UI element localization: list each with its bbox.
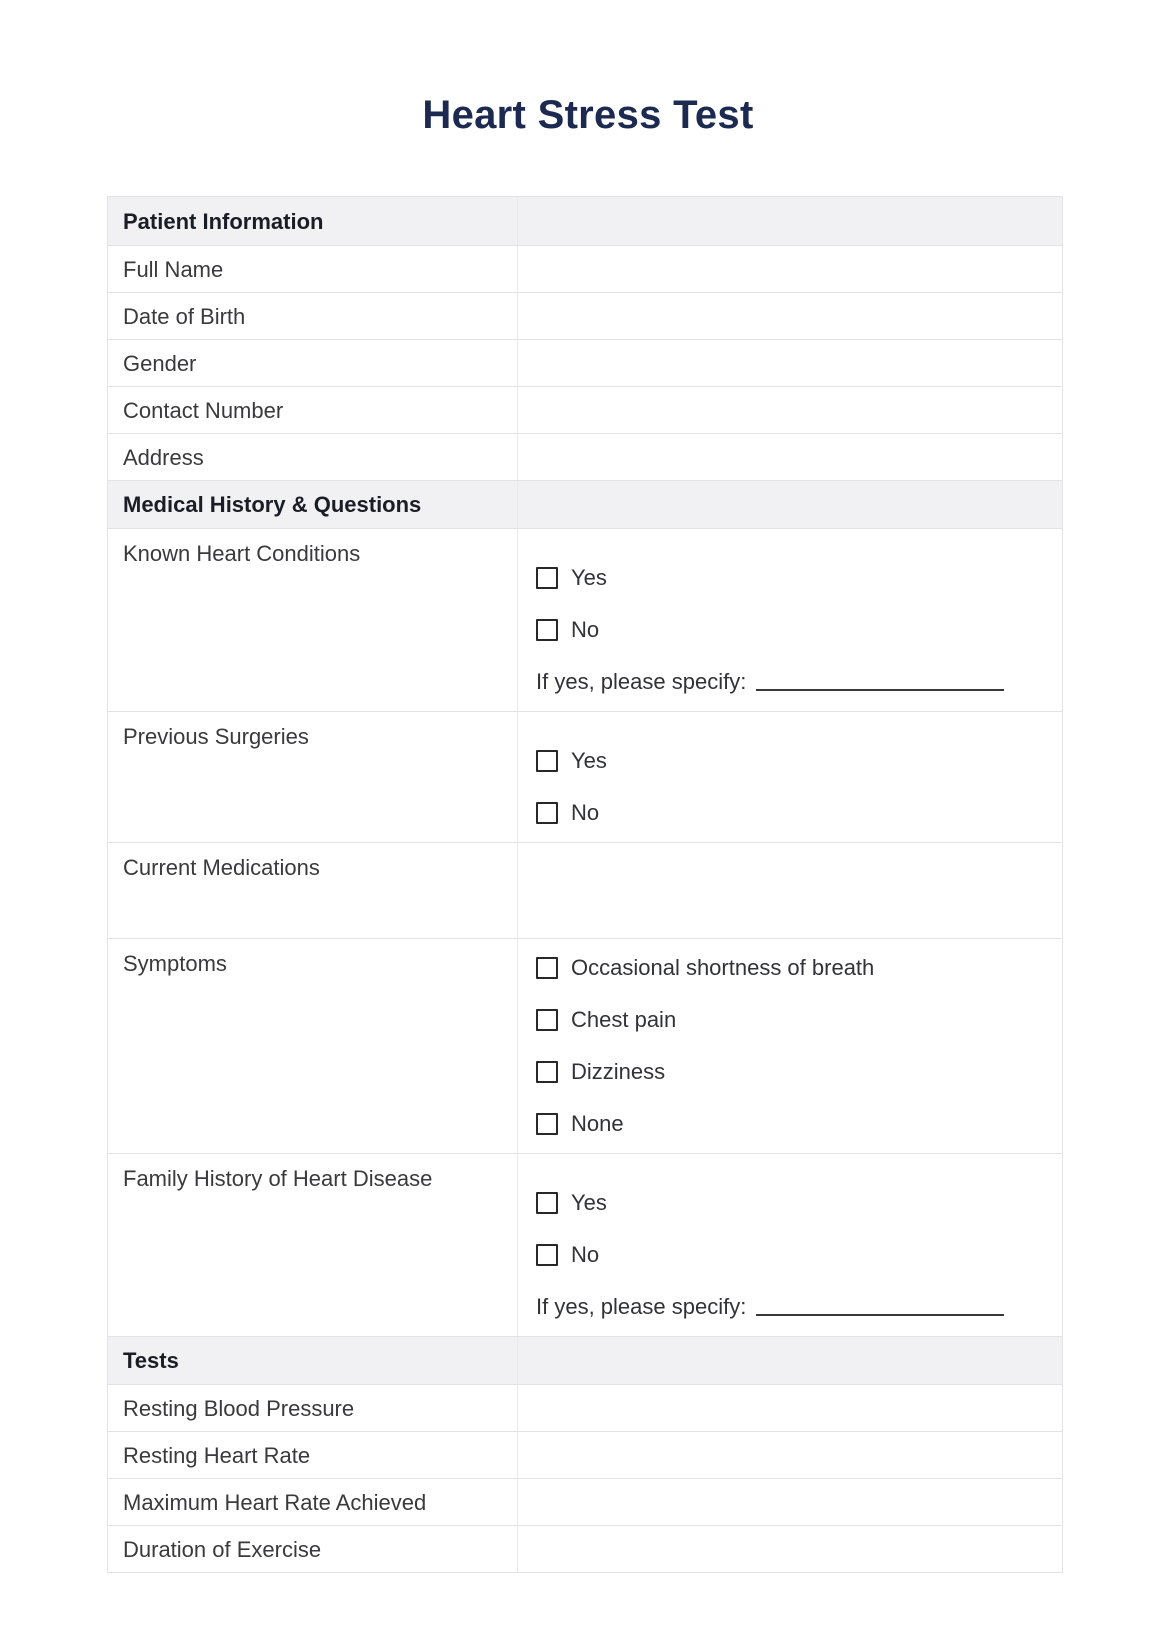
table-row-resting-blood-pressure <box>108 1384 1062 1431</box>
row-label-contact-number: Contact Number <box>108 387 518 433</box>
checkbox-fh-yes[interactable] <box>536 1192 558 1214</box>
row-label-date-of-birth: Date of Birth <box>108 293 518 339</box>
checkbox-symptom-dizziness[interactable] <box>536 1061 558 1083</box>
checkbox-label-ps-no: No <box>571 800 600 825</box>
option-ps-yes <box>536 748 1042 774</box>
specify-label-fh: If yes, please specify: <box>536 1294 747 1319</box>
value-cell-contact-number <box>518 387 1062 433</box>
option-khc-yes <box>536 565 1042 591</box>
table-row-contact-number <box>108 386 1062 433</box>
option-symptom-chest-pain <box>536 1007 1042 1033</box>
checkbox-label-symptom-none: None <box>571 1111 624 1136</box>
option-fh-yes <box>536 1190 1042 1216</box>
table-row-duration-of-exercise <box>108 1525 1062 1572</box>
row-label-full-name: Full Name <box>108 246 518 292</box>
value-cell-previous-surgeries <box>518 712 1062 842</box>
value-cell-family-history <box>518 1154 1062 1336</box>
row-label-duration-of-exercise: Duration of Exercise <box>108 1526 518 1572</box>
table-row-gender <box>108 339 1062 386</box>
specify-label-khc: If yes, please specify: <box>536 669 747 694</box>
value-cell-address <box>518 434 1062 480</box>
specify-row-khc <box>536 669 1042 695</box>
specify-row-fh <box>536 1294 1042 1320</box>
section-header-spacer-cell <box>518 1337 1062 1384</box>
section-header-spacer-cell <box>518 481 1062 528</box>
row-label-resting-heart-rate: Resting Heart Rate <box>108 1432 518 1478</box>
checkbox-label-khc-yes: Yes <box>571 565 607 590</box>
section-header-patient-information: Patient Information <box>108 197 518 245</box>
option-khc-no <box>536 617 1042 643</box>
section-row-tests <box>108 1336 1062 1384</box>
section-header-medical-history: Medical History & Questions <box>108 481 518 528</box>
value-cell-known-heart-conditions <box>518 529 1062 711</box>
option-fh-no <box>536 1242 1042 1268</box>
checkbox-symptom-none[interactable] <box>536 1113 558 1135</box>
form-table <box>107 196 1063 1573</box>
row-label-known-heart-conditions: Known Heart Conditions <box>108 529 518 711</box>
checkbox-fh-no[interactable] <box>536 1244 558 1266</box>
row-label-resting-blood-pressure: Resting Blood Pressure <box>108 1385 518 1431</box>
row-label-maximum-heart-rate: Maximum Heart Rate Achieved <box>108 1479 518 1525</box>
checkbox-khc-yes[interactable] <box>536 567 558 589</box>
row-label-current-medications: Current Medications <box>108 843 518 938</box>
table-row-known-heart-conditions <box>108 528 1062 711</box>
checkbox-label-fh-yes: Yes <box>571 1190 607 1215</box>
table-row-current-medications <box>108 842 1062 938</box>
checkbox-symptom-shortness-of-breath[interactable] <box>536 957 558 979</box>
table-row-date-of-birth <box>108 292 1062 339</box>
table-row-address <box>108 433 1062 480</box>
page-title: Heart Stress Test <box>422 93 754 137</box>
checkbox-label-ps-yes: Yes <box>571 748 607 773</box>
table-row-symptoms <box>108 938 1062 1153</box>
section-row-patient-information <box>108 197 1062 245</box>
checkbox-symptom-chest-pain[interactable] <box>536 1009 558 1031</box>
table-row-full-name <box>108 245 1062 292</box>
value-cell-resting-heart-rate <box>518 1432 1062 1478</box>
checkbox-khc-no[interactable] <box>536 619 558 641</box>
row-label-address: Address <box>108 434 518 480</box>
value-cell-full-name <box>518 246 1062 292</box>
checkbox-label-symptom-dizziness: Dizziness <box>571 1059 666 1084</box>
checkbox-label-symptom-chest-pain: Chest pain <box>571 1007 677 1032</box>
specify-blank-line-khc[interactable] <box>756 689 1004 691</box>
row-label-symptoms: Symptoms <box>108 939 518 1153</box>
checkbox-label-symptom-shortness-of-breath: Occasional shortness of breath <box>571 955 875 980</box>
option-ps-no <box>536 800 1042 826</box>
row-label-previous-surgeries: Previous Surgeries <box>108 712 518 842</box>
value-cell-date-of-birth <box>518 293 1062 339</box>
value-cell-duration-of-exercise <box>518 1526 1062 1572</box>
option-symptom-shortness-of-breath <box>536 955 1042 981</box>
checkbox-ps-no[interactable] <box>536 802 558 824</box>
row-label-family-history: Family History of Heart Disease <box>108 1154 518 1336</box>
checkbox-ps-yes[interactable] <box>536 750 558 772</box>
value-cell-symptoms <box>518 939 1062 1153</box>
table-row-previous-surgeries <box>108 711 1062 842</box>
table-row-family-history <box>108 1153 1062 1336</box>
section-row-medical-history <box>108 480 1062 528</box>
value-cell-maximum-heart-rate <box>518 1479 1062 1525</box>
checkbox-label-fh-no: No <box>571 1242 600 1267</box>
value-cell-current-medications <box>518 843 1062 938</box>
specify-blank-line-fh[interactable] <box>756 1314 1004 1316</box>
section-header-spacer-cell <box>518 197 1062 245</box>
option-symptom-none <box>536 1111 1042 1137</box>
section-header-tests: Tests <box>108 1337 518 1384</box>
option-symptom-dizziness <box>536 1059 1042 1085</box>
table-row-resting-heart-rate <box>108 1431 1062 1478</box>
value-cell-resting-blood-pressure <box>518 1385 1062 1431</box>
checkbox-label-khc-no: No <box>571 617 600 642</box>
row-label-gender: Gender <box>108 340 518 386</box>
table-row-maximum-heart-rate <box>108 1478 1062 1525</box>
value-cell-gender <box>518 340 1062 386</box>
